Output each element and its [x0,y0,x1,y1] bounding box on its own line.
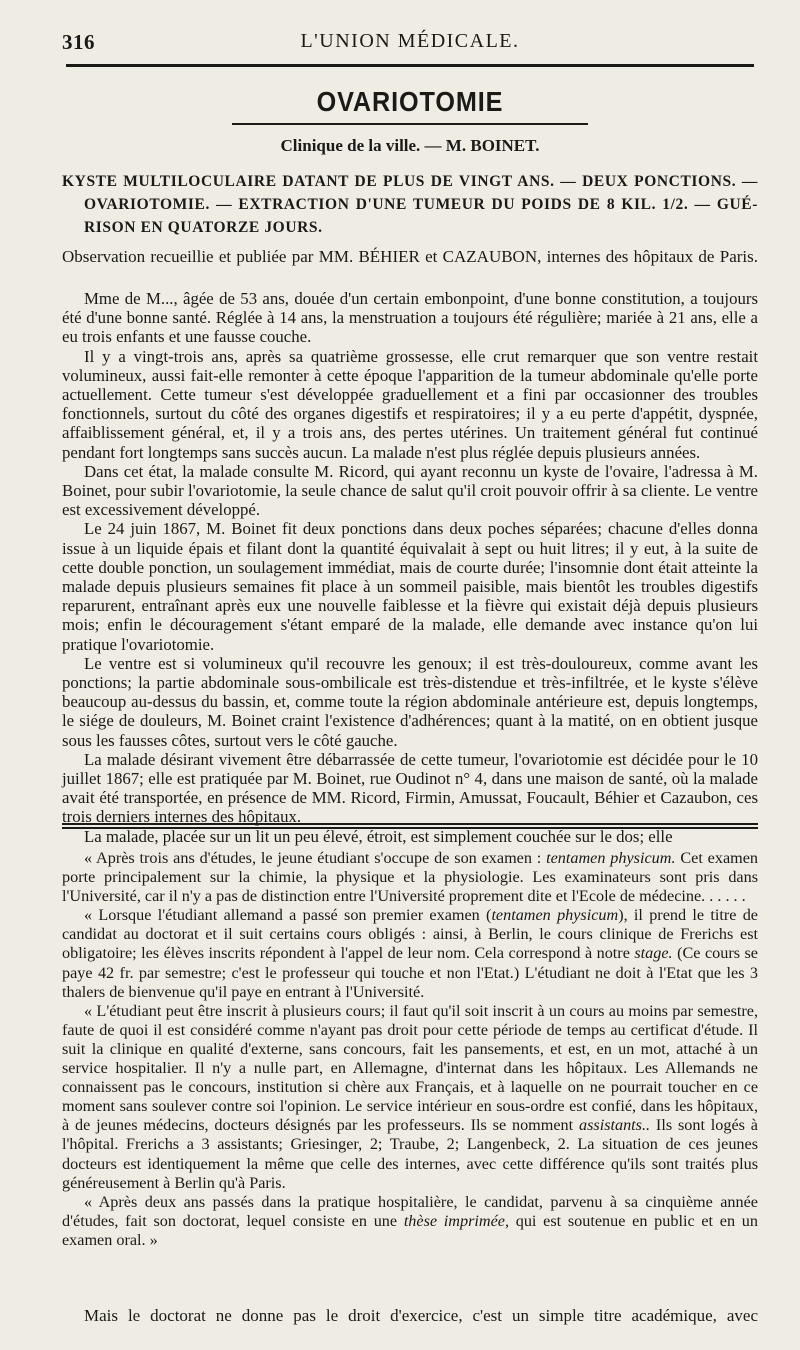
final-line: Mais le doctorat ne donne pas le droit d'exercice, c'est un simple titre académique, avec [84,1306,758,1325]
note-paragraph [62,906,758,1001]
note-text: qui est soutenue en public et en un examen oral. » [62,1211,758,1249]
note-italic: tentamen physicum. [546,849,676,867]
note-italic: assistants.. [579,1116,651,1135]
page-number: 316 [62,30,95,54]
feuilleton-text [62,849,758,1250]
note-text: Ils sont logés à l'hôpital. Frerichs a 3 assistants; Griesinger, 2; Traube, 2; Langenbeck, 2. La situation de ces jeunes docteurs est identiquement la même que celle des internes, avec cette différence qu'ils sont traités plus généreusement à Berlin qu'à Paris. [62,1116,758,1192]
note-italic: stage. [634,944,673,963]
case-heading-line: RISON EN QUATORZE JOURS. [84,219,323,236]
clinic-line: Clinique de la ville. — M. BOINET. [280,136,540,155]
note-paragraph [62,1002,758,1193]
note-text: ), il prend le titre de candidat au doctorat et il suit certains cours obligés : ainsi, à Berlin, le cours clinique de Frerichs est obligatoire; les élèves inscrits répondent à l'appel de leur nom. Cela correspond à notre [62,906,758,963]
body-paragraph: Le ventre est si volumineux qu'il recouvre les genoux; il est très-douloureux, comme avant les ponctions; la partie abdominale sous-ombilicale est très-distendue et très-infiltrée, et le kyste s'élève beaucoup au-dessus du bassin, et, comme toute la région abdominale antérieure est, depuis longtemps, le siége de douleurs, M. Boinet craint l'existence d'adhérences; quant à la matité, on en obtient jusque sous les fausses côtes, surtout vers le côté gauche. [62,653,758,750]
body-paragraph: Il y a vingt-trois ans, après sa quatrième grossesse, elle crut remarquer que son ventre restait volumineux, aussi fait-elle remonter à cette époque l'apparition de la tumeur abdominale qu'elle porte actuellement. Cette tumeur s'est développée graduellement et a fini par occasionner des troubles fonctionnels, surtout du côté des organes digestifs et respiratoires; il y a eu perte d'appétit, dyspnée, affaiblissement général, et, il y a trois ans, des pertes utérines. Un traitement général fut continué pendant fort longtemps sans succès aucun. La malade n'est plus réglée depuis plusieurs années. [62,346,758,462]
article-title: OVARIOTOMIE [316,86,504,117]
note-paragraph [62,849,758,906]
note-text: « Lorsque l'étudiant allemand a passé son premier examen ( [84,906,492,925]
header-rule [66,64,754,67]
article-body [62,289,758,846]
body-paragraph: Dans cet état, la malade consulte M. Ricord, qui ayant reconnu un kyste de l'ovaire, l'adressa à M. Boinet, pour subir l'ovariotomie, la seule chance de salut qu'il croit pouvoir offrir à sa cliente. Le ventre est excessivement développé. [62,461,758,520]
observation-credit: Observation recueillie et publiée par MM. BÉHIER et CAZAUBON, internes des hôpitaux de Paris. [62,247,758,266]
journal-title: L'UNION MÉDICALE. [300,30,520,52]
case-heading-line: OVARIOTOMIE. — EXTRACTION D'UNE TUMEUR DU POIDS DE 8 KIL. 1/2. — GUÉ- [84,196,758,213]
note-text: « L'étudiant peut être inscrit à plusieurs cours; il faut qu'il soit inscrit à un cours au moins par semestre, faute de quoi il est considéré comme n'ayant pas droit pour cette période de temps au certificat d'étude. Il suit la clinique en qualité d'externe, sans concours, fait les pansements, et est, en un mot, attaché à un service hospitalier. Il n'y a nulle part, en Allemagne, d'internat dans les hôpitaux. Les Allemands ne connaissent pas le concours, institution si chère aux Français, et à laquelle on ne pourrait toucher en ce moment sans soulever contre soi l'opinion. Le service intérieur en sous-ordre est confié, dans les hôpitaux, à de jeunes médecins, docteurs désignés par les professeurs. Ils se nomment [62,1001,758,1135]
body-paragraph: Le 24 juin 1867, M. Boinet fit deux ponctions dans deux poches séparées; chacune d'elles donna issue à un liquide épais et filant dont la quantité équivalait à sept ou huit litres; il y eut, à la suite de cette double ponction, un soulagement immédiat, mais de courte durée; l'insomnie dont était atteinte la malade depuis plusieurs semaines fit place à un sommeil paisible, mais bientôt les troubles digestifs reparurent, entraînant après eux une nouvelle faiblesse et la fièvre qui existait déjà depuis plusieurs mois; enfin le découragement s'étant emparé de la malade, elle demande avec instance qu'on lui pratique l'ovariotomie. [62,519,758,654]
note-text: « Après deux ans passés dans la pratique hospitalière, le candidat, parvenu à sa cinquième année d'études, fait son doctorat, lequel consiste en une [62,1192,758,1230]
case-heading-line: KYSTE MULTILOCULAIRE DATANT DE PLUS DE VINGT ANS. — DEUX PONCTIONS. — [62,173,758,190]
note-paragraph [62,1193,758,1250]
body-paragraph: Mme de M..., âgée de 53 ans, douée d'un certain embonpoint, d'une bonne constitution, a toujours été d'une bonne santé. Réglée à 14 ans, la menstruation a toujours été régulière; mariée à 21 ans, elle a eu trois enfants et une fausse couche. [62,289,758,347]
note-italic: thèse imprimée, [403,1211,509,1230]
note-text: « Après trois ans d'études, le jeune étudiant s'occupe de son examen : [84,849,547,867]
body-paragraph: La malade désirant vivement être débarrassée de cette tumeur, l'ovariotomie est décidée pour le 10 juillet 1867; elle est pratiquée par M. Boinet, rue Oudinot n° 4, dans une maison de santé, où la malade avait été transportée, en présence de MM. Ricord, Firmin, Amussat, Foucault, Béhier et Cazaubon, ces trois derniers internes des hôpitaux. [62,749,758,827]
note-text: (Ce cours se paye 42 fr. par semestre; c'est le professeur qui touche et non l'Etat.) L'étudiant ne doit à l'Etat que les 3 thalers de bienvenue qu'il paye en entrant à l'Université. [62,944,758,1001]
title-rule [232,123,588,125]
running-head [62,30,758,58]
body-paragraph: La malade, placée sur un lit un peu élevé, étroit, est simplement couchée sur le dos; elle [84,826,673,846]
case-heading [62,170,758,239]
note-text: Cet examen porte principalement sur la chimie, la physique et la physiologie. Les examinateurs sont pris dans l'Université, car il n'y a pas de distinction entre l'Université proprement dite et l'Ecole de médecine. . . . . . [62,849,758,906]
section-divider [62,823,758,829]
note-italic: tentamen physicum [491,906,619,925]
